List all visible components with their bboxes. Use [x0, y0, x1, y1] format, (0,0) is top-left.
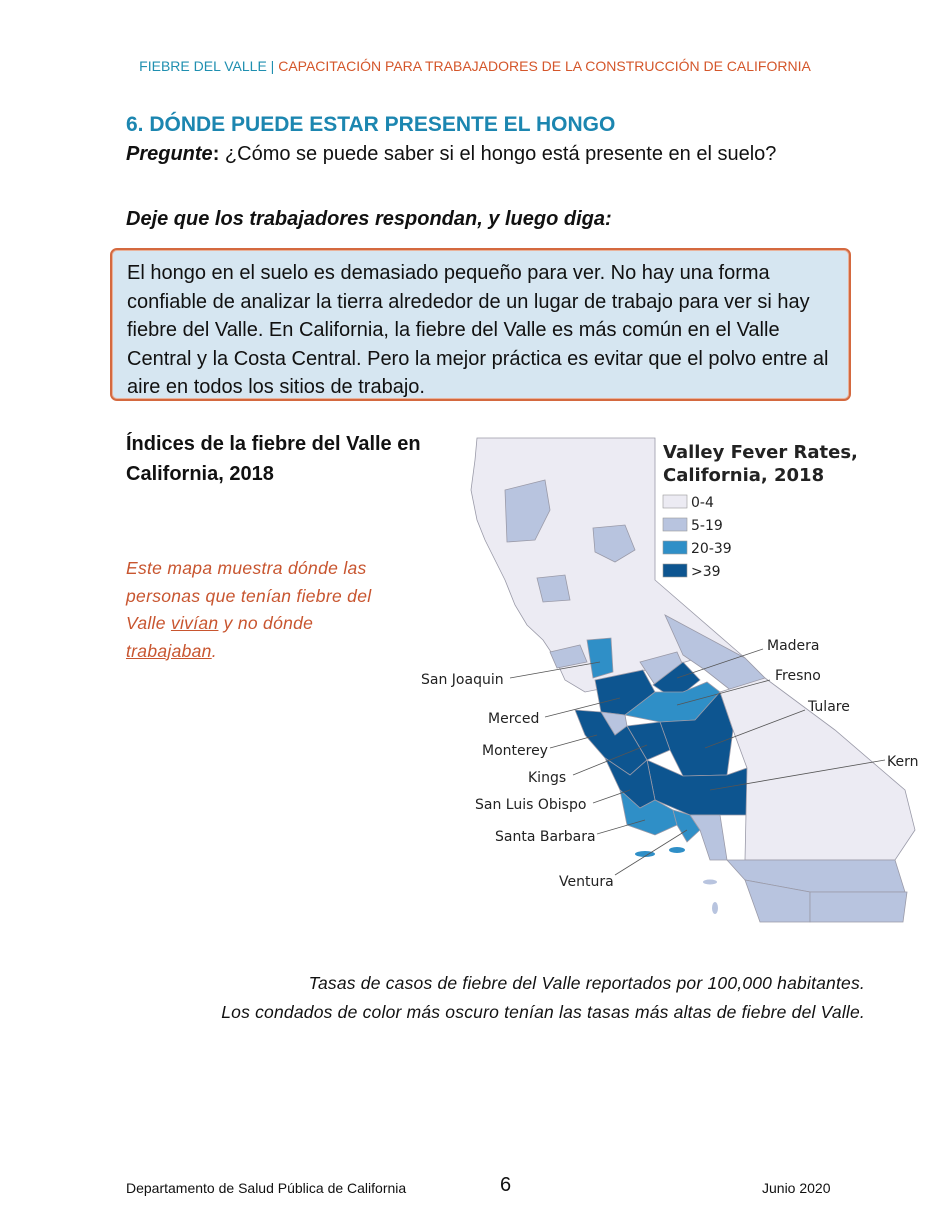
- callout-text: El hongo en el suelo es demasiado pequeño para ver. No hay una forma confiable de analizar la tierra alrededor de un lugar de trabajo para ver si hay fiebre del Valle. En California, la fiebre del Valle es más común en el Valle Central y la Costa Central. Pero la mejor práctica es evitar que el polvo entre al aire en todos los sitios de trabajo.: [127, 262, 829, 398]
- legend-label-3: >39: [691, 564, 721, 580]
- header-separator: |: [266, 58, 279, 74]
- footer-date: Junio 2020: [762, 1180, 831, 1196]
- section-title: 6. DÓNDE PUEDE ESTAR PRESENTE EL HONGO: [126, 113, 616, 136]
- map-note-underline-vivian: vivían: [170, 613, 219, 633]
- footer-page-number: 6: [500, 1174, 512, 1196]
- county-imperial: [810, 892, 907, 922]
- leader-monterey: [550, 735, 597, 748]
- label-tulare: Tulare: [808, 699, 850, 715]
- label-fresno: Fresno: [775, 668, 821, 684]
- legend-label-2: 20-39: [691, 541, 732, 557]
- label-santa-barbara: Santa Barbara: [495, 829, 596, 845]
- legend-swatch-1: [663, 518, 687, 531]
- map-title-line2: California, 2018: [663, 465, 825, 486]
- map-section-title: Índices de la fiebre del Valle en California, 2018: [126, 433, 421, 485]
- callout-box: [110, 248, 851, 401]
- legend-label-1: 5-19: [691, 518, 723, 534]
- question-colon: :: [212, 143, 220, 165]
- caption-line2: Los condados de color más oscuro tenían las tasas más altas de fiebre del Valle.: [221, 1002, 865, 1022]
- map-note-part2: y no dónde: [218, 613, 314, 633]
- question-paragraph: [126, 141, 806, 168]
- footer-department: Departamento de Salud Pública de California: [126, 1180, 407, 1196]
- label-ventura: Ventura: [559, 874, 614, 890]
- legend-swatch-3: [663, 564, 687, 577]
- caption-line1: Tasas de casos de fiebre del Valle reportados por 100,000 habitantes.: [308, 973, 865, 993]
- map-note-part1: Este mapa muestra dónde las personas que tenían fiebre del Valle: [126, 558, 372, 633]
- label-san-luis-obispo: San Luis Obispo: [475, 797, 587, 813]
- question-text: ¿Cómo se puede saber si el hongo está presente en el suelo?: [219, 143, 777, 165]
- label-merced: Merced: [488, 711, 540, 727]
- island-san-clemente: [712, 902, 718, 914]
- map-note-underline-trabajaban: trabajaban: [126, 640, 212, 661]
- label-kern: Kern: [887, 754, 919, 770]
- legend-swatch-2: [663, 541, 687, 554]
- map-title-line1: Valley Fever Rates,: [663, 442, 858, 463]
- label-san-joaquin: San Joaquin: [421, 672, 504, 688]
- instruction-text: Deje que los trabajadores respondan, y luego diga:: [126, 208, 612, 230]
- map-legend: [663, 495, 732, 580]
- label-kings: Kings: [528, 770, 567, 786]
- county-sacramento-area: [537, 575, 570, 602]
- island-catalina: [703, 880, 717, 885]
- header-right: CAPACITACIÓN PARA TRABAJADORES DE LA CONSTRUCCIÓN DE CALIFORNIA: [278, 58, 811, 74]
- map-note-part3: .: [211, 640, 217, 661]
- legend-label-0: 0-4: [691, 495, 714, 511]
- county-los-angeles: [690, 815, 727, 860]
- running-header: [0, 58, 950, 74]
- label-monterey: Monterey: [482, 743, 548, 759]
- legend-swatch-0: [663, 495, 687, 508]
- header-left: FIEBRE DEL VALLE: [139, 58, 267, 74]
- question-label: Pregunte: [126, 143, 213, 165]
- california-map: [415, 430, 927, 930]
- map-note: [126, 555, 376, 665]
- island-santa-rosa: [669, 847, 685, 853]
- label-madera: Madera: [767, 638, 820, 654]
- map-caption: [100, 969, 865, 1027]
